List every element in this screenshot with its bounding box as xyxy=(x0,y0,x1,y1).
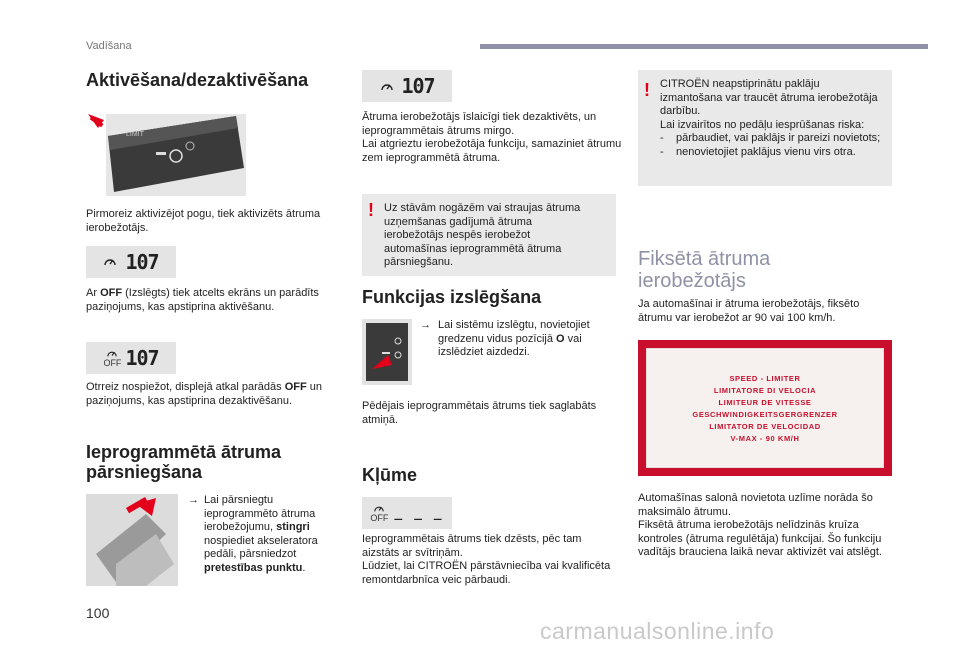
watermark: carmanualsonline.info xyxy=(540,618,775,644)
list-item: - pārbaudiet, vai paklājs ir pareizi novietots; xyxy=(660,132,884,146)
svg-text:LIMIT: LIMIT xyxy=(126,131,144,138)
sticker-line: GESCHWINDIGKEITSGERGRENZER xyxy=(692,409,838,419)
off-label: OFF xyxy=(370,513,389,523)
display-value: 107 xyxy=(125,250,159,274)
arrow-icon: → xyxy=(420,319,431,331)
display-off-limit xyxy=(86,342,176,374)
display-dashes: _ _ _ xyxy=(394,505,444,521)
title-activation: Aktivēšana/dezaktivēšana xyxy=(86,70,309,90)
title-overspeed: Ieprogrammētā ātruma pārsniegšana xyxy=(86,442,282,482)
page-number: 100 xyxy=(86,605,110,621)
warning-icon: ! xyxy=(644,80,650,100)
sticker-line: V-MAX - 90 KM/H xyxy=(730,433,800,443)
pedal-image xyxy=(86,494,178,586)
display-fault xyxy=(362,497,452,529)
sticker-line: LIMITATORE DI VELOCIA xyxy=(713,385,817,395)
speedometer-icon xyxy=(379,79,395,93)
warning-text: CITROËN neapstiprinātu paklāju izmantošana var traucēt ātruma ierobežotāja darbību. Lai izvairītos no pedāļu iesprūšanas riska: - pārbaudiet, vai paklājs ir pareizi novietots; - nenovietojiet paklājus vienu virs otra. xyxy=(660,78,884,159)
arrow-icon: → xyxy=(188,494,199,506)
para-off: Ar OFF (Izslēgts) tiek atcelts ekrāns un parādīts paziņojums, kas apstiprina aktivēšanu. xyxy=(86,287,319,313)
warning-mats xyxy=(638,70,892,186)
para-temporary-deactivation: Ātruma ierobežotājs īslaicīgi tiek dezaktivēts, un ieprogrammētais ātrums mirgo. Lai atgrieztu ierobežotāja funkciju, samaziniet ātrumu zem ieprogrammētā ātruma. xyxy=(362,111,622,164)
list-item: - nenovietojiet paklājus vienu virs otra. xyxy=(660,146,884,160)
sticker-line: LIMITEUR DE VITESSE xyxy=(718,397,812,407)
sticker-line: LIMITATOR DE VELOCIDAD xyxy=(709,421,821,431)
title-switch-off: Funkcijas izslēgšana xyxy=(362,287,542,307)
speedometer-icon xyxy=(373,503,385,513)
para-fault: Ieprogrammētais ātrums tiek dzēsts, pēc tam aizstāts ar svītriņām. Lūdziet, lai CITROËN pārstāvniecība vai kvalificēta remontdarbnīca veic pārbaudi. xyxy=(362,533,611,586)
title-fault: Kļūme xyxy=(362,465,418,485)
display-blinking xyxy=(362,70,452,102)
sticker-line: SPEED - LIMITER xyxy=(729,373,801,383)
para-sticker: Automašīnas salonā novietota uzlīme norāda šo maksimālo ātrumu. Fiksētā ātruma ierobežotājs nelīdzinās kruīza kontroles (ātruma regulētāja) funkcijai. Šo funkciju vadītājs brauciena laikā nevar aktivizēt vai atslēgt. xyxy=(638,492,882,558)
section-header: Vadīšana xyxy=(86,40,132,52)
para-memory: Pēdējais ieprogrammētais ātrums tiek saglabāts atmiņā. xyxy=(362,400,597,426)
display-value: 107 xyxy=(401,74,435,98)
speedometer-icon xyxy=(103,255,117,269)
sticker-label xyxy=(646,348,884,468)
warning-text: Uz stāvām nogāzēm vai straujas ātruma uzņemšanas gadījumā ātruma ierobežotājs nespēs ierobežot automašīnas ieprogrammētā ātruma pārsniegšanu. xyxy=(384,202,581,268)
para-first-activation: Pirmoreiz aktivizējot pogu, tiek aktivizēts ātruma ierobežotājs. xyxy=(86,208,321,234)
bullet-overspeed: → Lai pārsniegtu ieprogrammēto ātruma ierobežojumu, stingri nospiediet akseleratora pedāli, pārsniedzot pretestības punktu. xyxy=(188,494,318,574)
para-fixed-limit: Ja automašīnai ir ātruma ierobežotājs, fiksēto ātrumu var ierobežot ar 90 vai 100 km/h. xyxy=(638,298,860,324)
ring-image xyxy=(362,319,412,385)
title-fixed-limiter: Fiksētā ātruma ierobežotājs xyxy=(638,248,771,292)
warning-icon: ! xyxy=(368,200,374,220)
speedometer-icon xyxy=(106,348,118,358)
header-bar xyxy=(480,44,928,49)
display-value: 107 xyxy=(125,346,159,370)
warning-slope xyxy=(362,194,616,276)
display-limit xyxy=(86,246,176,278)
para-second-press: Otrreiz nospiežot, displejā atkal parādās OFF un paziņojums, kas apstiprina dezaktivēšanu. xyxy=(86,381,323,407)
speed-limiter-sticker xyxy=(638,340,892,476)
off-label: OFF xyxy=(103,358,122,368)
stalk-image xyxy=(86,106,246,196)
bullet-switch-off: → Lai sistēmu izslēgtu, novietojiet gredzenu vidus pozīcijā O vai izslēdziet aizdedzi. xyxy=(420,319,590,358)
